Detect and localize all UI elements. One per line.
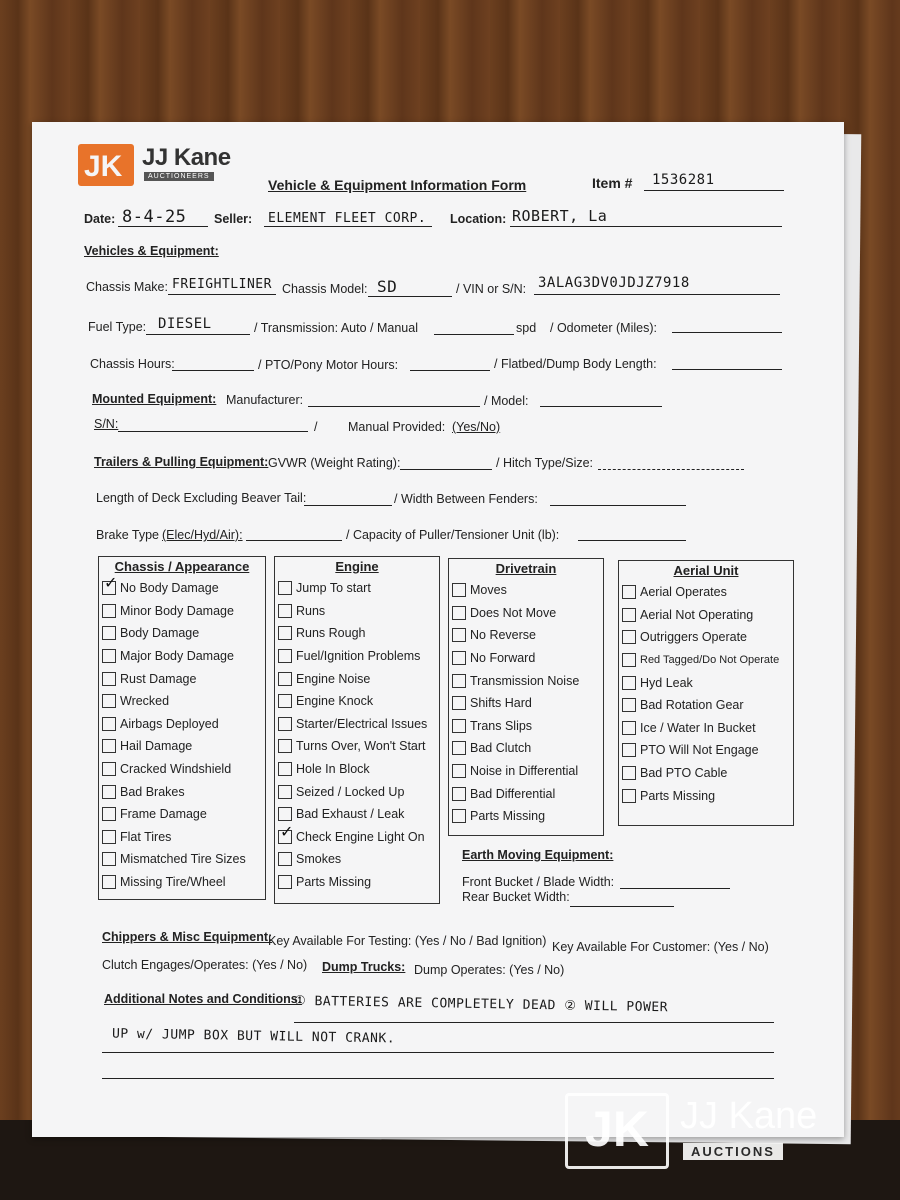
chassis-item[interactable] xyxy=(99,803,265,826)
manual-label: Manual Provided: xyxy=(348,420,446,434)
drivetrain-item[interactable] xyxy=(449,760,603,783)
drivetrain-item[interactable] xyxy=(449,602,603,625)
aerial-item[interactable] xyxy=(619,649,793,672)
engine-item-label: Runs Rough xyxy=(296,626,366,641)
width-label: / Width Between Fenders: xyxy=(394,492,538,506)
checkbox[interactable] xyxy=(452,674,466,688)
drivetrain-item-label: Bad Differential xyxy=(470,786,556,801)
drivetrain-item-label: Bad Clutch xyxy=(470,741,532,756)
checkbox[interactable] xyxy=(102,717,116,731)
sn-label: S/N: xyxy=(94,417,119,431)
chassis-item-label: Missing Tire/Wheel xyxy=(120,875,226,890)
aerial-item[interactable] xyxy=(619,739,793,762)
checkbox[interactable] xyxy=(622,743,636,757)
checkbox[interactable] xyxy=(102,604,116,618)
chassis-item[interactable] xyxy=(99,780,265,803)
notes-rule-1 xyxy=(294,1022,774,1023)
vin-value: 3ALAG3DV0JDJZ7918 xyxy=(538,275,690,291)
chassis-item[interactable] xyxy=(99,690,265,713)
flatbed-line xyxy=(672,369,782,370)
checkbox[interactable] xyxy=(102,672,116,686)
watermark-subtitle: AUCTIONS xyxy=(683,1143,783,1160)
gvwr-line xyxy=(400,469,492,470)
manufacturer-label: Manufacturer: xyxy=(226,393,304,407)
checkbox[interactable] xyxy=(452,606,466,620)
hitch-label: / Hitch Type/Size: xyxy=(496,456,594,470)
checkbox[interactable] xyxy=(102,649,116,663)
aerial-item[interactable] xyxy=(619,694,793,717)
chassis-item[interactable] xyxy=(99,758,265,781)
checkbox[interactable] xyxy=(452,696,466,710)
checkbox[interactable] xyxy=(278,785,292,799)
checkbox[interactable] xyxy=(102,852,116,866)
key-testing: Key Available For Testing: (Yes / No / Bad Ignition) xyxy=(268,934,547,948)
chassis-model-line xyxy=(368,296,452,297)
dump-trucks-heading: Dump Trucks: xyxy=(322,960,406,974)
aerial-item-label: Outriggers Operate xyxy=(640,630,747,645)
aerial-unit-box xyxy=(618,560,794,826)
engine-item-label: Engine Noise xyxy=(296,671,371,686)
fuel-value: DIESEL xyxy=(158,316,212,332)
capacity-line xyxy=(578,540,686,541)
clutch-text: Clutch Engages/Operates: (Yes / No) xyxy=(102,958,308,972)
drivetrain-item[interactable] xyxy=(449,624,603,647)
checkbox[interactable] xyxy=(102,739,116,753)
chassis-make-value: FREIGHTLINER xyxy=(172,277,272,292)
aerial-unit-title: Aerial Unit xyxy=(673,563,739,578)
drivetrain-item-label: No Reverse xyxy=(470,628,536,643)
chassis-item-label: Airbags Deployed xyxy=(120,716,219,731)
chassis-item[interactable] xyxy=(99,735,265,758)
seller-line xyxy=(264,226,432,227)
engine-item-label: Seized / Locked Up xyxy=(296,784,405,799)
checkbox[interactable] xyxy=(622,789,636,803)
aerial-item-label: Red Tagged/Do Not Operate xyxy=(640,654,780,667)
checkbox[interactable] xyxy=(278,830,292,844)
chassis-hours-label: Chassis Hours: xyxy=(90,357,175,371)
checkbox[interactable] xyxy=(452,764,466,778)
chassis-make-label: Chassis Make: xyxy=(86,280,168,294)
capacity-label: / Capacity of Puller/Tensioner Unit (lb): xyxy=(346,528,560,542)
chassis-item[interactable] xyxy=(99,713,265,736)
vehicles-heading: Vehicles & Equipment: xyxy=(84,244,219,258)
checkbox[interactable] xyxy=(622,766,636,780)
manufacturer-line xyxy=(308,406,480,407)
rear-bucket-line xyxy=(570,906,674,907)
drivetrain-item-label: Moves xyxy=(470,583,507,598)
chassis-item-label: No Body Damage xyxy=(120,581,219,596)
chassis-item-label: Body Damage xyxy=(120,626,200,641)
checkbox[interactable] xyxy=(278,581,292,595)
checkbox[interactable] xyxy=(278,694,292,708)
aerial-item[interactable] xyxy=(619,604,793,627)
chassis-appearance-title: Chassis / Appearance xyxy=(114,559,250,574)
engine-item[interactable] xyxy=(275,622,439,645)
aerial-item[interactable] xyxy=(619,671,793,694)
checkbox[interactable] xyxy=(278,649,292,663)
model-line xyxy=(540,406,662,407)
checkbox[interactable] xyxy=(278,604,292,618)
checkbox[interactable] xyxy=(102,830,116,844)
checkbox[interactable] xyxy=(102,875,116,889)
drivetrain-title: Drivetrain xyxy=(495,561,557,576)
seller-value: ELEMENT FLEET CORP. xyxy=(268,211,427,226)
information-form xyxy=(32,122,844,1137)
checkbox[interactable] xyxy=(622,698,636,712)
flatbed-label: / Flatbed/Dump Body Length: xyxy=(494,357,657,371)
engine-item-label: Parts Missing xyxy=(296,875,372,890)
location-label: Location: xyxy=(450,212,507,226)
checkbox[interactable] xyxy=(278,762,292,776)
checkbox[interactable] xyxy=(278,672,292,686)
checkbox[interactable] xyxy=(278,852,292,866)
item-label: Item # xyxy=(592,175,633,191)
item-line xyxy=(644,190,784,191)
key-customer: Key Available For Customer: (Yes / No) xyxy=(552,940,769,954)
chassis-item[interactable] xyxy=(99,600,265,623)
earth-moving-heading: Earth Moving Equipment: xyxy=(462,848,614,862)
engine-box xyxy=(274,556,440,904)
chassis-item-label: Flat Tires xyxy=(120,829,172,844)
drivetrain-box xyxy=(448,558,604,836)
pto-hours-label: / PTO/Pony Motor Hours: xyxy=(258,358,399,372)
aerial-item-label: Bad Rotation Gear xyxy=(640,698,744,713)
aerial-item[interactable] xyxy=(619,762,793,785)
drivetrain-item-label: Does Not Move xyxy=(470,605,557,620)
fuel-line xyxy=(146,334,250,335)
sn-line xyxy=(118,431,308,432)
notes-line-1: ① BATTERIES ARE COMPLETELY DEAD ② WILL POWER xyxy=(293,993,669,1016)
chassis-item[interactable] xyxy=(99,826,265,849)
checkbox[interactable] xyxy=(622,585,636,599)
chassis-item[interactable] xyxy=(99,848,265,871)
chassis-model-label: Chassis Model: xyxy=(282,282,368,296)
chassis-item[interactable] xyxy=(99,871,265,894)
location-line xyxy=(510,226,782,227)
rear-bucket-label: Rear Bucket Width: xyxy=(462,890,570,904)
vin-line xyxy=(534,294,780,295)
gvwr-label: GVWR (Weight Rating): xyxy=(268,456,401,470)
brake-label: Brake Type xyxy=(96,528,160,542)
aerial-item-label: Hyd Leak xyxy=(640,675,693,690)
engine-item[interactable] xyxy=(275,645,439,668)
aerial-item-label: Parts Missing xyxy=(640,788,716,803)
watermark-logo-icon xyxy=(565,1093,669,1169)
chassis-item-label: Wrecked xyxy=(120,694,170,709)
spd-label: spd xyxy=(516,321,537,335)
checkbox[interactable] xyxy=(452,809,466,823)
drivetrain-item[interactable] xyxy=(449,805,603,828)
engine-item-label: Fuel/Ignition Problems xyxy=(296,649,421,664)
checkbox[interactable] xyxy=(278,626,292,640)
logo-mark: JK xyxy=(84,150,123,183)
chassis-item-label: Mismatched Tire Sizes xyxy=(120,852,246,867)
deck-label: Length of Deck Excluding Beaver Tail: xyxy=(96,491,307,505)
engine-item[interactable] xyxy=(275,780,439,803)
engine-item-label: Turns Over, Won't Start xyxy=(296,739,426,754)
form-title: Vehicle & Equipment Information Form xyxy=(268,177,527,193)
chassis-item[interactable] xyxy=(99,645,265,668)
brake-line xyxy=(246,540,342,541)
logo-subtitle: AUCTIONEERS xyxy=(144,172,214,181)
checkbox[interactable] xyxy=(278,739,292,753)
chassis-item-label: Minor Body Damage xyxy=(120,603,234,618)
drivetrain-item-label: Noise in Differential xyxy=(470,764,579,779)
checkbox[interactable] xyxy=(452,583,466,597)
checkbox[interactable] xyxy=(622,608,636,622)
drivetrain-item[interactable] xyxy=(449,692,603,715)
fuel-label: Fuel Type: xyxy=(88,320,147,334)
engine-item-label: Smokes xyxy=(296,852,342,867)
drivetrain-item-label: Trans Slips xyxy=(470,718,533,733)
chassis-appearance-box xyxy=(98,556,266,900)
checkbox[interactable] xyxy=(102,626,116,640)
notes-heading: Additional Notes and Conditions: xyxy=(104,992,302,1006)
aerial-item[interactable] xyxy=(619,626,793,649)
chassis-item-label: Frame Damage xyxy=(120,807,207,822)
width-line xyxy=(550,505,686,506)
engine-item[interactable] xyxy=(275,848,439,871)
notes-rule-2 xyxy=(102,1052,774,1053)
chassis-item-label: Bad Brakes xyxy=(120,784,185,799)
sn-slash: / xyxy=(314,420,318,434)
drivetrain-item-label: Parts Missing xyxy=(470,809,546,824)
deck-line xyxy=(304,505,392,506)
chassis-model-value: SD xyxy=(377,277,398,296)
engine-item[interactable] xyxy=(275,735,439,758)
engine-item-label: Starter/Electrical Issues xyxy=(296,716,428,731)
checkbox[interactable] xyxy=(278,875,292,889)
chassis-item-label: Major Body Damage xyxy=(120,649,234,664)
date-line xyxy=(118,226,208,227)
drivetrain-item-label: Transmission Noise xyxy=(470,673,580,688)
location-value: ROBERT, La xyxy=(512,207,608,225)
pto-hours-line xyxy=(410,370,490,371)
engine-item[interactable] xyxy=(275,667,439,690)
engine-item[interactable] xyxy=(275,758,439,781)
chassis-item[interactable] xyxy=(99,577,265,600)
date-label: Date: xyxy=(84,212,116,226)
checkbox[interactable] xyxy=(452,651,466,665)
checkbox[interactable] xyxy=(452,741,466,755)
engine-item[interactable] xyxy=(275,713,439,736)
transmission-label: / Transmission: Auto / Manual xyxy=(254,321,418,335)
drivetrain-item-label: Shifts Hard xyxy=(470,696,532,711)
checkbox[interactable] xyxy=(278,717,292,731)
aerial-item-label: Bad PTO Cable xyxy=(640,766,728,781)
engine-item-label: Check Engine Light On xyxy=(296,829,425,844)
chassis-item-label: Cracked Windshield xyxy=(120,762,232,777)
front-bucket-label: Front Bucket / Blade Width: xyxy=(462,875,615,889)
front-bucket-line xyxy=(620,888,730,889)
odometer-line xyxy=(672,332,782,333)
drivetrain-item[interactable] xyxy=(449,669,603,692)
chassis-item-label: Rust Damage xyxy=(120,671,197,686)
engine-title: Engine xyxy=(335,559,379,574)
odometer-label: / Odometer (Miles): xyxy=(550,321,657,335)
engine-item[interactable] xyxy=(275,871,439,894)
engine-item[interactable] xyxy=(275,690,439,713)
drivetrain-item[interactable] xyxy=(449,579,603,602)
brake-options: (Elec/Hyd/Air): xyxy=(162,528,243,542)
jj-kane-logo-icon xyxy=(78,144,134,186)
engine-item-label: Engine Knock xyxy=(296,694,374,709)
engine-item-label: Hole In Block xyxy=(296,762,370,777)
notes-rule-3 xyxy=(102,1078,774,1079)
engine-item-label: Runs xyxy=(296,603,326,618)
watermark-mark: JK xyxy=(585,1101,649,1157)
item-value: 1536281 xyxy=(652,172,715,188)
chassis-item-label: Hail Damage xyxy=(120,739,193,754)
engine-item-label: Jump To start xyxy=(296,581,371,596)
drivetrain-item[interactable] xyxy=(449,647,603,670)
checkbox[interactable] xyxy=(102,807,116,821)
checkbox[interactable] xyxy=(102,785,116,799)
checkbox[interactable] xyxy=(452,787,466,801)
checkbox[interactable] xyxy=(622,721,636,735)
checkbox[interactable] xyxy=(102,762,116,776)
seller-label: Seller: xyxy=(214,212,253,226)
vin-label: / VIN or S/N: xyxy=(456,282,527,296)
jj-kane-watermark xyxy=(565,1093,865,1165)
hitch-line xyxy=(598,469,744,470)
aerial-item-label: Aerial Operates xyxy=(640,585,727,600)
checkbox[interactable] xyxy=(102,694,116,708)
aerial-item-label: Ice / Water In Bucket xyxy=(640,720,756,735)
chassis-hours-line xyxy=(172,370,254,371)
drivetrain-item-label: No Forward xyxy=(470,651,536,666)
aerial-item[interactable] xyxy=(619,581,793,604)
chippers-heading: Chippers & Misc Equipment: xyxy=(102,930,273,944)
checkbox[interactable] xyxy=(452,719,466,733)
transmission-line xyxy=(434,334,514,335)
chassis-make-line xyxy=(168,294,276,295)
drivetrain-item[interactable] xyxy=(449,737,603,760)
checkbox[interactable] xyxy=(622,630,636,644)
mounted-heading: Mounted Equipment: xyxy=(92,392,217,406)
engine-item[interactable] xyxy=(275,803,439,826)
manual-options: (Yes/No) xyxy=(452,420,501,434)
logo-name: JJ Kane xyxy=(142,144,231,171)
engine-item[interactable] xyxy=(275,577,439,600)
drivetrain-item[interactable] xyxy=(449,715,603,738)
aerial-item[interactable] xyxy=(619,784,793,807)
date-value: 8-4-25 xyxy=(122,207,187,227)
aerial-item-label: PTO Will Not Engage xyxy=(640,743,759,758)
watermark-name: JJ Kane xyxy=(680,1095,818,1137)
engine-item[interactable] xyxy=(275,826,439,849)
engine-item-label: Bad Exhaust / Leak xyxy=(296,807,405,822)
checkbox[interactable] xyxy=(452,628,466,642)
aerial-item[interactable] xyxy=(619,717,793,740)
aerial-item-label: Aerial Not Operating xyxy=(640,607,754,622)
dump-operates: Dump Operates: (Yes / No) xyxy=(414,963,565,977)
notes-line-2: UP w/ JUMP BOX BUT WILL NOT CRANK. xyxy=(111,1026,396,1047)
checkbox[interactable] xyxy=(278,807,292,821)
chassis-item[interactable] xyxy=(99,622,265,645)
checkbox[interactable] xyxy=(102,581,116,595)
chassis-item[interactable] xyxy=(99,667,265,690)
model-label: / Model: xyxy=(484,394,529,408)
trailers-heading: Trailers & Pulling Equipment: xyxy=(94,455,269,469)
drivetrain-item[interactable] xyxy=(449,782,603,805)
checkbox[interactable] xyxy=(622,676,636,690)
checkbox[interactable] xyxy=(622,653,636,667)
engine-item[interactable] xyxy=(275,600,439,623)
